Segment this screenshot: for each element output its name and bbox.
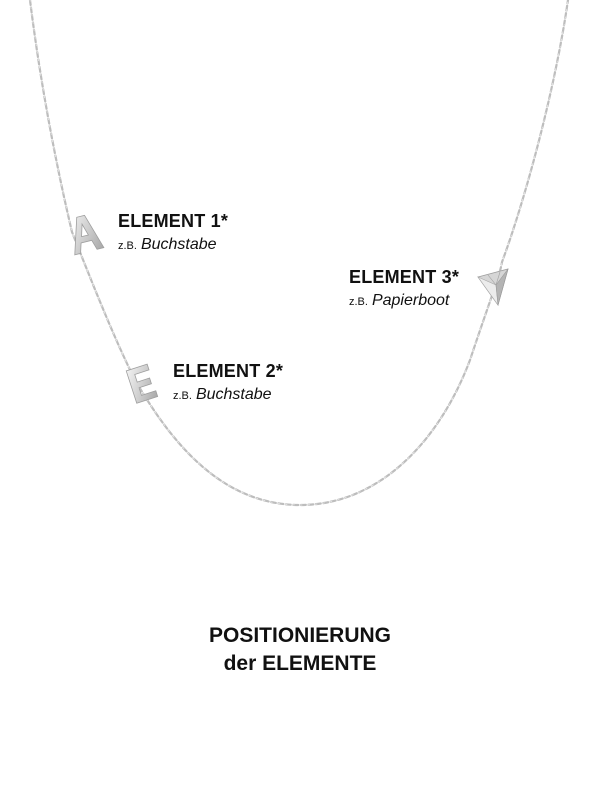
element-1-title: ELEMENT 1* xyxy=(118,211,229,231)
necklace-chain xyxy=(30,0,568,505)
element-2-example xyxy=(173,386,283,404)
element-1-prefix: z.B. xyxy=(118,240,137,252)
element-2-label xyxy=(173,361,283,404)
element-3-example-text: Papierboot xyxy=(371,292,450,309)
necklace-chain-highlight xyxy=(30,0,568,505)
element-2-prefix: z.B. xyxy=(173,390,192,402)
positioning-caption xyxy=(0,622,600,678)
element-3-prefix: z.B. xyxy=(349,296,368,308)
element-3-example xyxy=(349,292,459,310)
caption-line-1: POSITIONIERUNG xyxy=(208,624,392,647)
element-3-label xyxy=(349,267,459,310)
element-1-label xyxy=(118,211,228,254)
paper-boat-charm xyxy=(478,269,508,305)
element-2-example-text: Buchstabe xyxy=(195,386,272,403)
element-1-example-text: Buchstabe xyxy=(140,236,217,253)
caption-line-2: der ELEMENTE xyxy=(223,652,377,675)
element-3-title: ELEMENT 3* xyxy=(349,267,460,287)
element-1-example xyxy=(118,236,228,254)
letter-e-charm xyxy=(126,364,157,403)
element-2-title: ELEMENT 2* xyxy=(173,361,284,381)
